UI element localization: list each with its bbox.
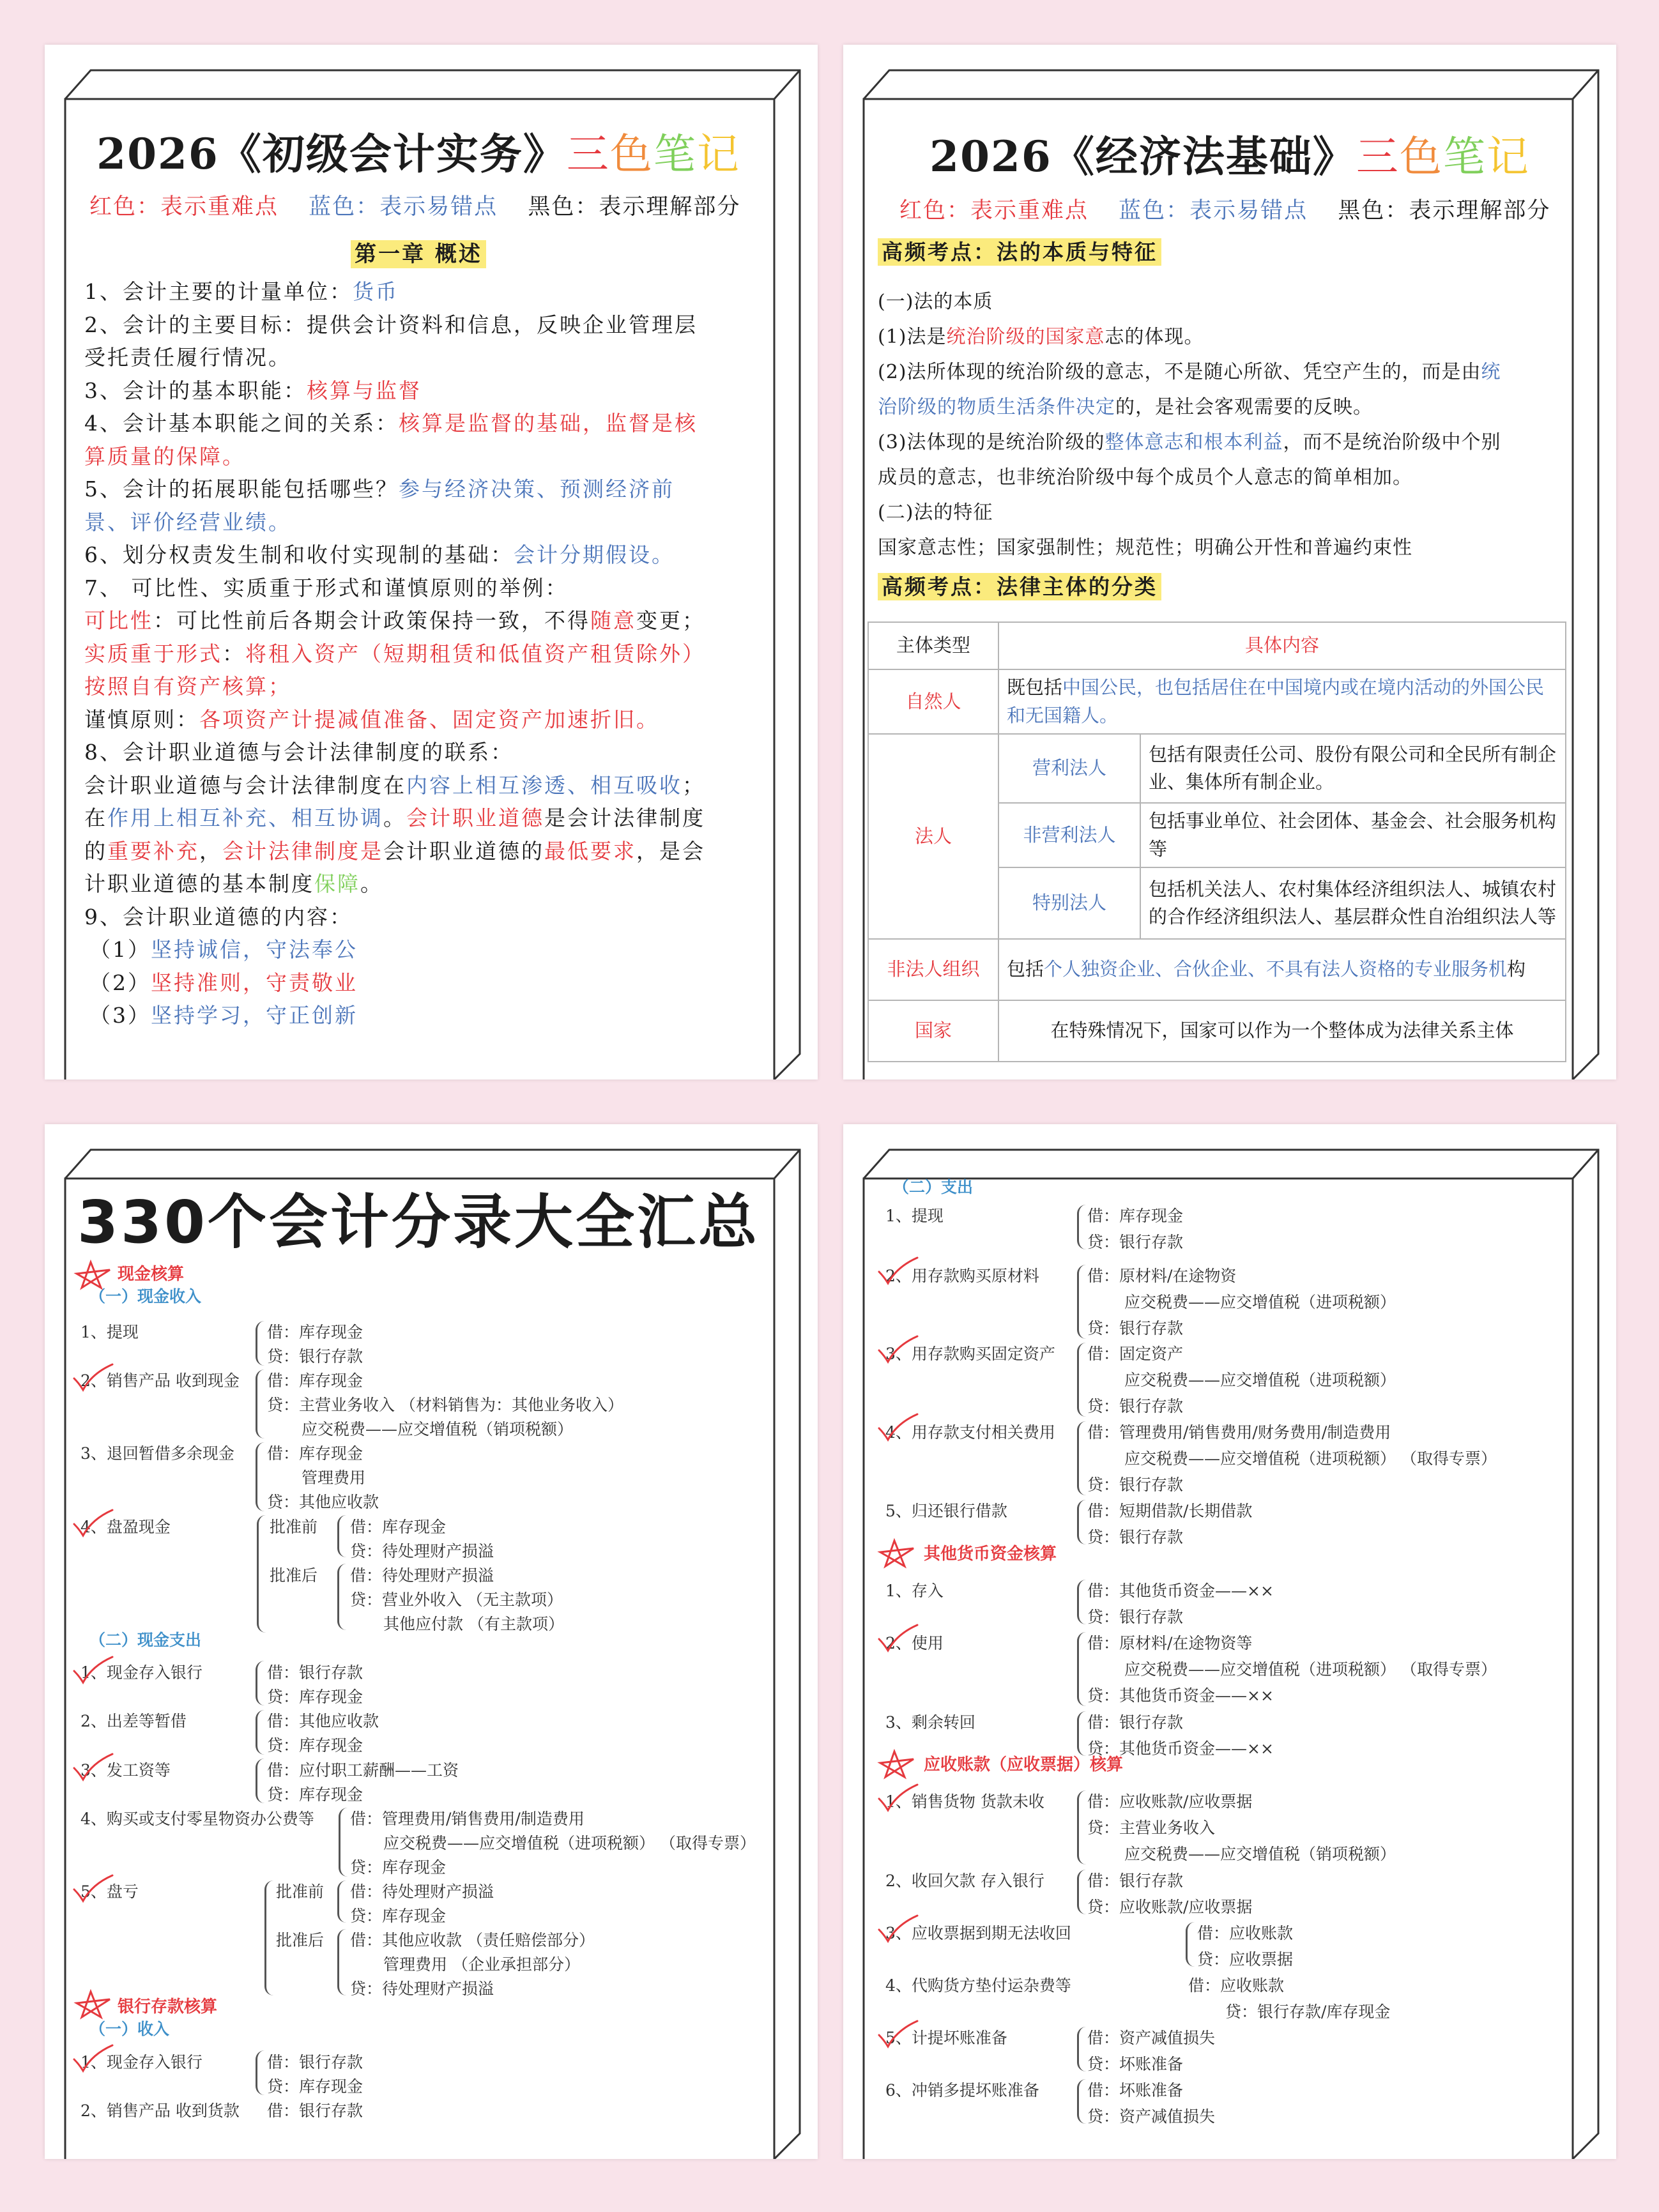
journal-entry-line: 借：其他应收款 （责任赔偿部分）	[350, 1931, 595, 1949]
note-line: (一)法的本质	[878, 291, 993, 313]
journal-entry-line: 贷：银行存款	[1087, 1233, 1184, 1251]
brace-icon	[1077, 1343, 1087, 1417]
red-check-mark-icon	[875, 1412, 920, 1444]
note-line: 成员的意志，也非统治阶级中每个成员个人意志的简单相加。	[878, 466, 1412, 489]
entry-item-label: 3、发工资等	[80, 1761, 171, 1780]
journal-entry-line: 借：原材料/在途物资	[1087, 1267, 1237, 1285]
legend-blue: 蓝色：表示易错点	[1119, 198, 1308, 224]
entry-item-label: 2、用存款购买原材料	[885, 1267, 1039, 1285]
title-char: 笔	[1442, 132, 1487, 181]
entry-item-label: 4、盘盈现金	[80, 1518, 171, 1536]
journal-entry-line: 借：银行存款	[267, 1663, 363, 1682]
journal-entry-line: 借：库存现金	[267, 1323, 363, 1341]
brace-icon	[1077, 1580, 1087, 1624]
brace-icon	[339, 1808, 348, 1877]
note-line: 治阶级的物质生活条件决定的，是社会客观需要的反映。	[878, 396, 1373, 418]
journal-entry-line: 贷：银行存款/库存现金	[1225, 2002, 1391, 2021]
row-label-natural: 自然人	[868, 669, 998, 734]
brace-icon	[264, 1880, 274, 1995]
red-star-mark-icon	[72, 1989, 116, 2021]
subsection-cash-in: （一）现金收入	[89, 1287, 202, 1306]
row-label-special: 特别法人	[998, 867, 1140, 939]
journal-entry-line: 借：库存现金	[1087, 1207, 1184, 1225]
section-heading: 高频考点：法律主体的分类	[878, 576, 1161, 597]
red-check-mark-icon	[875, 1622, 920, 1654]
brace-icon	[1077, 2079, 1087, 2124]
brace-icon	[337, 1880, 347, 1923]
entry-item-label: 5、归还银行借款	[885, 1502, 1007, 1520]
note-page-accounting	[45, 45, 818, 1079]
journal-entry-line: 借：应付职工薪酬——工资	[267, 1761, 459, 1780]
row-content-profit: 包括有限责任公司、股份有限公司和全民所有制企业、集体所有制企业。	[1140, 734, 1566, 803]
red-check-mark-icon	[70, 1507, 115, 1539]
entry-item-label: 4、购买或支付零星物资办公费等	[80, 1810, 314, 1828]
journal-entry-line: 贷：银行存款	[1087, 1528, 1184, 1546]
note-line: 9、会计职业道德的内容：	[84, 904, 353, 929]
title-char: 三	[566, 130, 610, 179]
journal-entry-line: 借：固定资产	[1087, 1345, 1184, 1363]
note-line: 7、 可比性、实质重于形式和谨慎原则的举例：	[84, 575, 569, 600]
note-line: (1)法是统治阶级的国家意志的体现。	[878, 326, 1204, 348]
journal-entry-line: 管理费用	[302, 1468, 366, 1487]
entry-item-label: 2、收回欠款 存入银行	[885, 1872, 1044, 1890]
brace-icon	[1077, 1500, 1087, 1545]
journal-entry-line: 借：银行存款	[1087, 1872, 1184, 1890]
journal-entry-line: 借：应收账款/应收票据	[1087, 1792, 1253, 1811]
journal-entry-line: 借：库存现金	[267, 1444, 363, 1463]
journal-entry-line: 贷：库存现金	[350, 1858, 447, 1877]
entry-item-label: 3、剩余转回	[885, 1713, 975, 1732]
journal-entry-line: 借：库存现金	[350, 1518, 447, 1536]
journal-entry-line: 贷：库存现金	[267, 1736, 363, 1755]
journal-entry-line: 应交税费——应交增值税（进项税额） （取得专票）	[1124, 1449, 1497, 1468]
journal-entry-line: 借：库存现金	[267, 1371, 363, 1390]
note-line: 受托责任履行情况。	[84, 345, 291, 370]
page-title: 2026《经济法基础》三色笔记	[929, 132, 1530, 181]
section-heading: 高频考点：法的本质与特征	[878, 241, 1161, 263]
title-char: 笔	[653, 130, 697, 179]
journal-entry-line: 借：管理费用/销售费用/财务费用/制造费用	[1087, 1423, 1391, 1442]
brace-icon	[337, 1929, 347, 1995]
red-star-mark-icon	[875, 1538, 920, 1570]
red-star-mark-icon	[72, 1260, 116, 1292]
journal-entry-line: 批准前	[276, 1882, 325, 1901]
entry-item-label: 2、出差等暂借	[80, 1712, 187, 1730]
red-check-mark-icon	[875, 1913, 920, 1945]
title-char: 色	[1399, 132, 1443, 181]
row-content-state: 在特殊情况下，国家可以作为一个整体成为法律关系主体	[998, 1000, 1566, 1062]
red-check-mark-icon	[875, 2018, 920, 2050]
journal-entry-line: 应交税费——应交增值税（进项税额） （取得专票）	[1124, 1660, 1497, 1679]
legend-black: 黑色：表示理解部分	[1338, 198, 1551, 224]
legend-red: 红色：表示重难点	[899, 198, 1089, 224]
entry-item-label: 1、现金存入银行	[80, 2053, 203, 2071]
title-char: 三	[1356, 132, 1400, 181]
note-line: 景、评价经营业绩。	[84, 509, 291, 535]
journal-entry-line: 贷：其他货币资金——××	[1087, 1739, 1274, 1758]
brace-icon	[1077, 1632, 1087, 1706]
journal-entry-line: 贷：库存现金	[267, 1785, 363, 1804]
brace-icon	[1077, 1421, 1087, 1495]
note-line: （3）坚持学习，守正创新	[89, 1003, 358, 1028]
legend-red: 红色：表示重难点	[89, 194, 279, 220]
red-star-mark-icon	[875, 1749, 920, 1781]
title-char: 记	[696, 130, 740, 179]
red-check-mark-icon	[70, 1362, 115, 1394]
color-legend	[899, 193, 1572, 225]
entry-item-label: 4、用存款支付相关费用	[885, 1423, 1055, 1442]
brace-icon	[337, 1564, 347, 1630]
brace-icon	[1186, 1922, 1195, 1967]
journal-entry-line: 管理费用 （企业承担部分）	[383, 1955, 580, 1974]
note-line: 谨慎原则：各项资产计提减值准备、固定资产加速折旧。	[84, 706, 659, 732]
section-cash: 现金核算	[118, 1265, 185, 1284]
brace-icon	[257, 1515, 266, 1633]
table-header-type: 主体类型	[868, 622, 998, 669]
note-line: 会计职业道德与会计法律制度在内容上相互渗透、相互吸收；	[84, 772, 705, 798]
journal-entry-line: 贷：其他货币资金——××	[1087, 1686, 1274, 1705]
note-line: 计职业道德的基本制度保障。	[84, 871, 383, 896]
legend-black: 黑色：表示理解部分	[528, 194, 741, 220]
journal-entry-line: 贷：银行存款	[1087, 1397, 1184, 1415]
table-header-content: 具体内容	[998, 622, 1566, 669]
subsection-cash-out: （二）现金支出	[89, 1631, 202, 1649]
section-other-funds: 其他货币资金核算	[924, 1545, 1057, 1564]
brace-icon	[256, 1661, 265, 1705]
brace-icon	[1077, 1205, 1087, 1249]
journal-entry-line: 应交税费——应交增值税（进项税额）	[1124, 1293, 1396, 1311]
journal-entry-line: 借：其他货币资金——××	[1087, 1582, 1274, 1600]
journal-entry-line: 借：资产减值损失	[1087, 2029, 1216, 2047]
note-line: （1）坚持诚信，守法奉公	[89, 937, 358, 962]
row-content-special: 包括机关法人、农村集体经济组织法人、城镇农村的合作经济组织法人、基层群众性自治组织法人等	[1140, 867, 1566, 939]
note-line: 5、会计的拓展职能包括哪些？参与经济决策、预测经济前	[84, 477, 675, 501]
journal-entry-line: 贷：待处理财产损溢	[350, 1979, 494, 1998]
brace-icon	[256, 1758, 265, 1803]
journal-entry-line: 其他应付款 （有主款项）	[383, 1615, 564, 1633]
page-title: 2026《初级会计实务》三色笔记	[96, 129, 740, 179]
note-line: 8、会计职业道德与会计法律制度的联系：	[84, 740, 514, 765]
entry-item-label: 2、销售产品 收到现金	[80, 1371, 240, 1390]
row-label-nonlegal: 非法人组织	[868, 939, 998, 1000]
journal-entry-line: 借：短期借款/长期借款	[1087, 1502, 1253, 1520]
row-label-nonprofit: 非营利法人	[998, 803, 1140, 867]
note-line: (二)法的特征	[878, 501, 993, 524]
journal-entry-line: 应交税费——应交增值税（进项税额）	[1124, 1371, 1396, 1389]
entry-item-label: 3、退回暂借多余现金	[80, 1444, 234, 1463]
entry-item-label: 1、现金存入银行	[80, 1663, 203, 1682]
chapter-heading: 第一章 概述	[83, 236, 754, 268]
entry-item-label: 1、销售货物 货款未收	[885, 1792, 1044, 1811]
note-line: (3)法体现的是统治阶级的整体意志和根本利益，而不是统治阶级中个别	[878, 431, 1501, 454]
row-content-nonlegal: 包括个人独资企业、合伙企业、不具有法人资格的专业服务机构	[998, 939, 1566, 1000]
journal-entry-line: 借：待处理财产损溢	[350, 1882, 494, 1901]
note-line: 实质重于形式：将租入资产（短期租赁和低值资产租赁除外）	[84, 641, 705, 666]
journal-entry-line: 贷：坏账准备	[1087, 2055, 1184, 2073]
journal-entry-line: 借：管理费用/销售费用/制造费用	[350, 1810, 585, 1828]
journal-entry-line: 借：银行存款	[1087, 1713, 1184, 1732]
journal-entry-line: 应交税费——应交增值税（进项税额） （取得专票）	[383, 1834, 756, 1852]
note-line: 按照自有资产核算；	[84, 674, 291, 699]
entry-item-label: 5、计提坏账准备	[885, 2029, 1007, 2047]
brace-icon	[256, 1321, 265, 1366]
red-check-mark-icon	[70, 1751, 115, 1783]
journal-entry-line: 借：银行存款	[267, 2101, 363, 2120]
red-check-mark-icon	[875, 1782, 920, 1814]
note-line: 算质量的保障。	[84, 443, 245, 469]
note-line: (2)法所体现的统治阶级的意志，不是随心所欲、凭空产生的，而是由统	[878, 361, 1501, 383]
journal-entry-line: 贷：资产减值损失	[1087, 2107, 1216, 2126]
journal-entry-line: 贷：其他应收款	[267, 1493, 379, 1511]
brace-icon	[256, 1369, 265, 1438]
color-legend	[89, 189, 762, 221]
journal-entry-line: 借：其他应收款	[267, 1712, 379, 1730]
title-char: 色	[609, 130, 654, 179]
entry-item-label: 5、盘亏	[80, 1882, 139, 1901]
red-check-mark-icon	[70, 2043, 115, 2075]
row-label-state: 国家	[868, 1000, 998, 1062]
journal-entry-line: 贷：应收账款/应收票据	[1087, 1898, 1253, 1916]
brace-icon	[256, 2050, 265, 2095]
journal-entry-line: 贷：库存现金	[267, 2077, 363, 2096]
red-check-mark-icon	[875, 1334, 920, 1366]
journal-entry-line: 贷：银行存款	[267, 1347, 363, 1366]
section-receivables: 应收账款（应收票据）核算	[924, 1755, 1124, 1774]
brace-icon	[256, 1710, 265, 1755]
note-line: 2、会计的主要目标：提供会计资料和信息，反映企业管理层	[84, 312, 698, 337]
journal-entry-line: 贷：待处理财产损溢	[350, 1542, 494, 1560]
journal-entry-line: 贷：银行存款	[1087, 1476, 1184, 1494]
journal-entry-line: 批准后	[276, 1931, 325, 1949]
journal-entry-line: 批准前	[270, 1518, 318, 1536]
row-label-profit: 营利法人	[998, 734, 1140, 803]
journal-entry-line: 贷：库存现金	[267, 1688, 363, 1706]
entry-item-label: 4、代购货方垫付运杂费等	[885, 1976, 1071, 1995]
journal-entry-line: 贷：应收票据	[1197, 1950, 1294, 1969]
title-char: 记	[1486, 132, 1530, 181]
entry-item-label: 1、提现	[885, 1207, 944, 1225]
brace-icon	[1077, 1265, 1087, 1339]
note-line: 6、划分权责发生制和收付实现制的基础：会计分期假设。	[84, 542, 675, 567]
entry-item-label: 6、冲销多提坏账准备	[885, 2081, 1039, 2100]
section-bank: 银行存款核算	[118, 1997, 218, 2017]
note-line: 在作用上相互补充、相互协调。会计职业道德是会计法律制度	[84, 805, 705, 830]
entry-item-label: 3、用存款购买固定资产	[885, 1345, 1055, 1363]
brace-icon	[1077, 2027, 1087, 2071]
page-title: 330个会计分录大全汇总	[77, 1188, 760, 1256]
note-line: 1、会计主要的计量单位：货币	[84, 279, 399, 304]
entry-item-label: 2、销售产品 收到货款	[80, 2101, 240, 2120]
journal-entry-line: 借：待处理财产损溢	[350, 1566, 494, 1585]
journal-entry-line: 应交税费——应交增值税（销项税额）	[302, 1420, 574, 1438]
subsection-bank-in: （一）收入	[89, 2020, 170, 2038]
journal-entry-line: 贷：主营业务收入	[1087, 1819, 1216, 1837]
entry-item-label: 1、提现	[80, 1323, 139, 1341]
red-check-mark-icon	[875, 1255, 920, 1287]
brace-icon	[1077, 1711, 1087, 1756]
note-line: 4、会计基本职能之间的关系：核算是监督的基础，监督是核	[84, 411, 698, 436]
journal-entry-line: 贷：主营业务收入 （材料销售为：其他业务收入）	[267, 1396, 623, 1414]
row-content-nonprofit: 包括事业单位、社会团体、基金会、社会服务机构等	[1140, 803, 1566, 867]
entry-item-label: 1、存入	[885, 1582, 944, 1600]
red-check-mark-icon	[70, 1654, 115, 1686]
entry-item-label: 2、使用	[885, 1634, 944, 1652]
subsection-payments: （二）支出	[893, 1178, 974, 1196]
journal-entry-line: 借：原材料/在途物资等	[1087, 1634, 1253, 1652]
red-check-mark-icon	[70, 1873, 115, 1905]
legal-subject-table	[868, 622, 1566, 1062]
journal-entry-line: 借：银行存款	[267, 2053, 363, 2071]
journal-entry-line: 贷：营业外收入 （无主款项）	[350, 1590, 563, 1609]
journal-entry-line: 借：应收账款	[1188, 1976, 1285, 1995]
note-line: 的重要补充，会计法律制度是会计职业道德的最低要求，是会	[84, 838, 705, 864]
journal-entry-line: 应交税费——应交增值税（销项税额）	[1124, 1845, 1396, 1863]
note-line: （2）坚持准则，守责敬业	[89, 970, 358, 995]
journal-entry-line: 贷：银行存款	[1087, 1319, 1184, 1338]
brace-icon	[1077, 1790, 1087, 1865]
row-label-legal: 法人	[868, 734, 998, 939]
note-line: 国家意志性；国家强制性；规范性；明确公开性和普遍约束性	[878, 537, 1412, 559]
brace-icon	[256, 1442, 265, 1511]
note-page-law	[843, 45, 1616, 1079]
journal-entry-line: 贷：库存现金	[350, 1907, 447, 1925]
note-line: 3、会计的基本职能：核算与监督	[84, 378, 422, 403]
brace-icon	[337, 1515, 347, 1557]
legend-blue: 蓝色：表示易错点	[309, 194, 498, 220]
journal-entry-line: 借：应收账款	[1197, 1924, 1294, 1942]
journal-entry-line: 借：坏账准备	[1087, 2081, 1184, 2100]
journal-entry-line: 贷：银行存款	[1087, 1608, 1184, 1626]
journal-entry-line: 批准后	[270, 1566, 318, 1585]
row-content-natural: 既包括中国公民，也包括居住在中国境内或在境内活动的外国公民和无国籍人。	[998, 669, 1566, 734]
note-line: 可比性：可比性前后各期会计政策保持一致，不得随意变更；	[84, 608, 705, 633]
entry-item-label: 3、应收票据到期无法收回	[885, 1924, 1071, 1942]
brace-icon	[1077, 1870, 1087, 1914]
